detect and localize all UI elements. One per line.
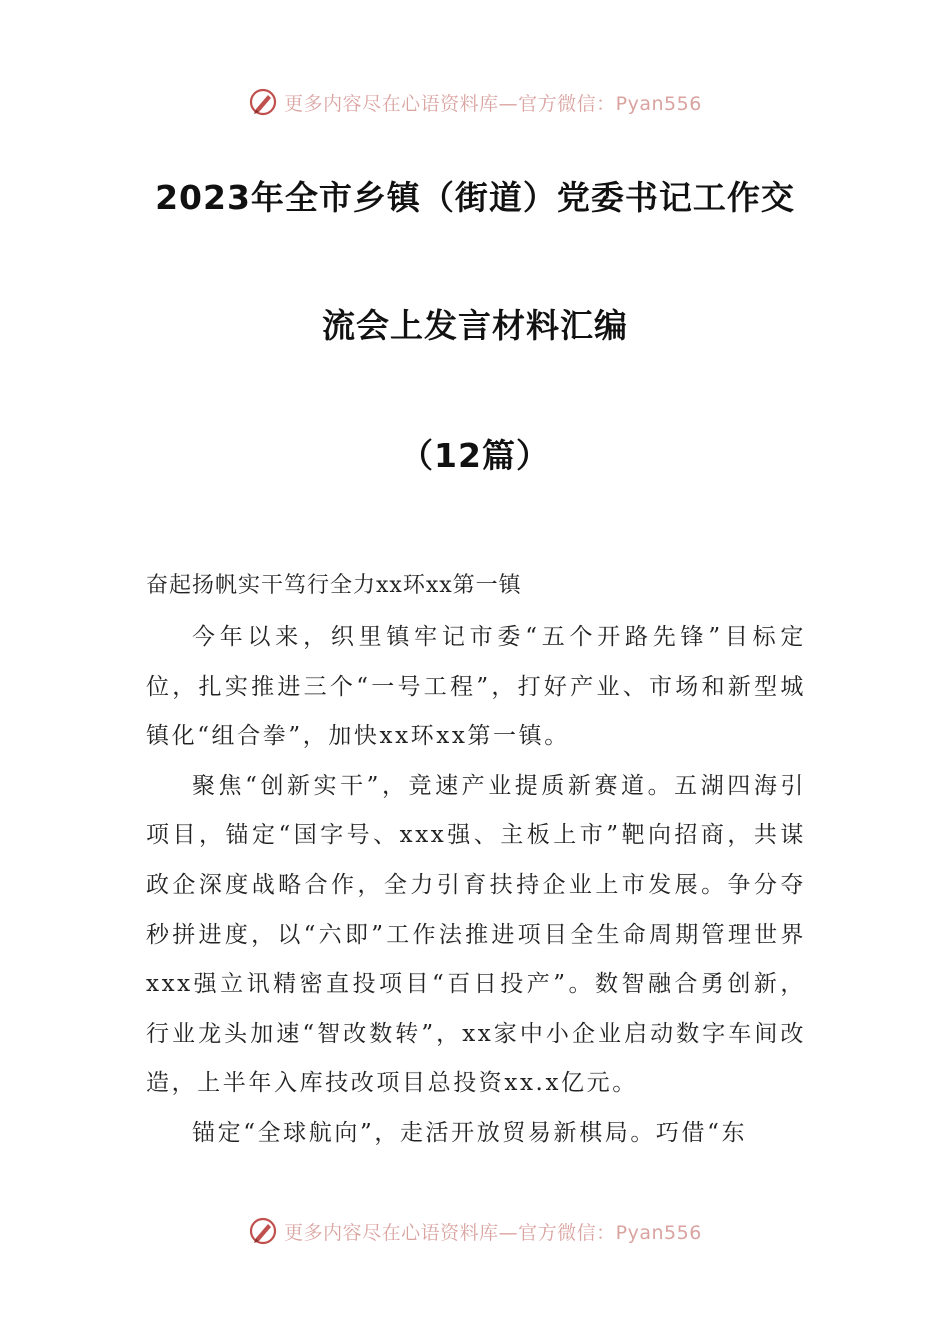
document-title-line-1: 2023年全市乡镇（街道）党委书记工作交 xyxy=(155,178,795,217)
paragraph: 今年以来，织里镇牢记市委“五个开路先锋”目标定位，扎实推进三个“一号工程”，打好产业、市场和新型城镇化“组合拳”，加快xx环xx第一镇。 xyxy=(146,624,806,750)
paragraph: 聚焦“创新实干”，竞速产业提质新赛道。五湖四海引项目，锚定“国字号、xxx强、主板上市”靶向招商，共谋政企深度战略合作，全力引育扶持企业上市发展。争分夺秒拼进度，以“六即”工作法推进项目全生命周期管理世界xxx强立讯精密直投项目“百日投产”。数智融合勇创新，行业龙头加速“智改数转”，xx家中小企业启动数字车间改造，上半年入库技改项目总投资xx.x亿元。 xyxy=(146,772,806,1097)
watermark-bottom xyxy=(0,1211,950,1251)
section-title: 奋起扬帆实干笃行全力xx环xx第一镇 xyxy=(146,573,522,598)
document-title-line-2: 流会上发言材料汇编 xyxy=(322,306,628,345)
document-body xyxy=(146,613,806,1159)
paragraph: 锚定“全球航向”，走活开放贸易新棋局。巧借“东 xyxy=(192,1119,748,1146)
pen-logo-icon xyxy=(248,87,278,117)
watermark-text: 更多内容尽在心语资料库—官方微信：Pyan556 xyxy=(284,1221,702,1244)
watermark-top xyxy=(0,82,950,122)
pen-logo-icon xyxy=(248,1216,278,1246)
watermark-text: 更多内容尽在心语资料库—官方微信：Pyan556 xyxy=(284,92,702,115)
document-title-count: （12篇） xyxy=(400,436,550,475)
